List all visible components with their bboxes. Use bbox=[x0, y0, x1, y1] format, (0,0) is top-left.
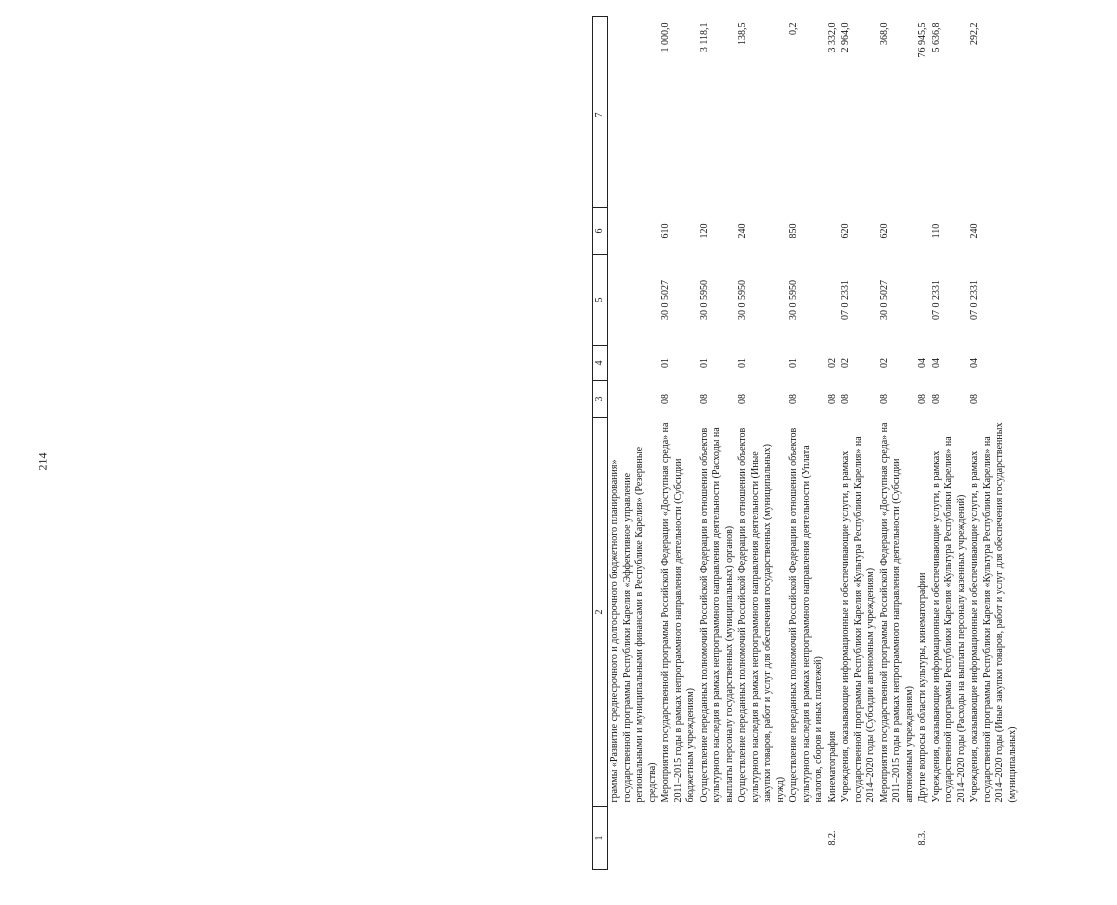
row-description: Кинематография bbox=[826, 731, 838, 803]
row-target-article bbox=[608, 255, 660, 346]
row-number bbox=[659, 807, 698, 870]
header-col-4: 4 bbox=[593, 346, 608, 381]
table-body bbox=[608, 17, 1020, 870]
row-number bbox=[736, 807, 787, 870]
row-amount: 2 964,0 bbox=[840, 22, 851, 53]
row-target-article: 30 0 5027 bbox=[660, 280, 671, 320]
rotated-page-content bbox=[592, 22, 1117, 870]
header-col-5: 5 bbox=[593, 255, 608, 346]
row-section: 08 bbox=[737, 394, 748, 404]
row-expense-type: 110 bbox=[930, 223, 942, 239]
row-subsection: 02 bbox=[878, 358, 890, 368]
row-target-article bbox=[916, 255, 930, 346]
header-col-3: 3 bbox=[593, 381, 608, 418]
row-expense-type bbox=[608, 208, 660, 255]
row-amount: 3 118,1 bbox=[698, 22, 710, 53]
row-number bbox=[787, 807, 826, 870]
row-amount bbox=[608, 17, 660, 208]
table-row bbox=[698, 17, 737, 870]
row-number bbox=[930, 807, 969, 870]
row-section: 08 bbox=[660, 394, 671, 404]
row-subsection: 04 bbox=[917, 358, 928, 368]
row-expense-type: 610 bbox=[660, 223, 671, 239]
header-col-2: 2 bbox=[593, 418, 608, 807]
row-expense-type bbox=[826, 208, 840, 255]
row-description: граммы «Развитие среднесрочного и долгосрочного бюджетного планирования» государственной программы Республики Карелия «Эффективное управление региональными и муниципальными финансами в Республике Карелия» (Резервные средства) bbox=[609, 446, 658, 803]
table-header bbox=[593, 17, 608, 870]
header-row bbox=[593, 17, 608, 870]
row-subsection bbox=[608, 346, 660, 381]
row-section: 08 bbox=[788, 394, 799, 404]
page-number: 214 bbox=[35, 452, 50, 471]
row-description: Осуществление переданных полномочий Российской Федерации в отношении объектов культурного наследия в рамках непрограммного направления деятельности (Иные закупки товаров, работ и услуг для обеспечения государственных (муниципальных) нужд) bbox=[737, 427, 786, 803]
row-number bbox=[878, 807, 917, 870]
table-row bbox=[787, 17, 826, 870]
row-expense-type: 240 bbox=[969, 223, 980, 239]
row-amount: 76 945,5 bbox=[917, 22, 928, 58]
row-description: Осуществление переданных полномочий Российской Федерации в отношении объектов культурного наследия в рамках непрограммного направления деятельности (Уплата налогов, сборов и иных платежей) bbox=[788, 427, 824, 803]
table-row bbox=[930, 17, 969, 870]
row-number bbox=[968, 807, 1019, 870]
row-number bbox=[698, 807, 737, 870]
table-row bbox=[608, 17, 660, 870]
row-section: 08 bbox=[826, 394, 838, 404]
row-description: Осуществление переданных полномочий Российской Федерации в отношении объектов культурного наследия в рамках непрограммного направления деятельности (Расходы на выплаты персоналу государственных (муниципальных) органов) bbox=[698, 427, 735, 803]
row-subsection: 04 bbox=[969, 358, 980, 368]
row-subsection: 01 bbox=[737, 358, 748, 368]
row-amount: 368,0 bbox=[878, 22, 890, 45]
row-amount: 138,5 bbox=[737, 22, 748, 45]
row-target-article bbox=[826, 255, 840, 346]
row-target-article: 30 0 5027 bbox=[878, 280, 890, 320]
row-subsection: 01 bbox=[698, 358, 710, 368]
row-section: 08 bbox=[840, 394, 851, 404]
table-row bbox=[826, 17, 840, 870]
table-row bbox=[916, 17, 930, 870]
row-number: 8.2. bbox=[826, 830, 838, 846]
row-target-article: 07 0 2331 bbox=[969, 280, 980, 320]
table-row bbox=[968, 17, 1019, 870]
row-target-article: 30 0 5950 bbox=[737, 280, 748, 320]
row-number bbox=[608, 807, 660, 870]
header-col-7: 7 bbox=[593, 17, 608, 208]
row-target-article: 07 0 2331 bbox=[840, 280, 851, 320]
row-section bbox=[608, 381, 660, 418]
row-section: 08 bbox=[698, 394, 710, 404]
row-amount: 0,2 bbox=[788, 22, 799, 35]
row-description: Мероприятия государственной программы Российской Федерации «Доступная среда» на 2011–2015 годы в рамках непрограммного направления деятельности (Субсидии бюджетным учреждениям) bbox=[660, 422, 696, 803]
row-target-article: 07 0 2331 bbox=[930, 280, 942, 320]
row-expense-type: 120 bbox=[698, 223, 710, 239]
row-expense-type: 240 bbox=[737, 223, 748, 239]
row-description: Мероприятия государственной программы Российской Федерации «Доступная среда» на 2011–2015 годы в рамках непрограммного направления деятельности (Субсидии автономным учреждениям) bbox=[878, 422, 915, 803]
row-description: Учреждения, оказывающие информационные и обеспечивающие услуги, в рамках государственной программы Республики Карелия «Культура Республики Карелия» на 2014–2020 годы (Субсидии автономным учреждениям) bbox=[840, 436, 876, 803]
table-row bbox=[736, 17, 787, 870]
row-subsection: 01 bbox=[660, 358, 671, 368]
table-row bbox=[659, 17, 698, 870]
row-target-article: 30 0 5950 bbox=[788, 280, 799, 320]
row-number bbox=[839, 807, 878, 870]
row-amount: 3 332,0 bbox=[826, 22, 838, 53]
row-subsection: 01 bbox=[788, 358, 799, 368]
row-description: Другие вопросы в области культуры, кинематографии bbox=[917, 572, 928, 803]
row-subsection: 02 bbox=[840, 358, 851, 368]
row-section: 08 bbox=[930, 394, 942, 404]
budget-table bbox=[592, 16, 1019, 870]
row-section: 08 bbox=[969, 394, 980, 404]
row-subsection: 04 bbox=[930, 358, 942, 368]
header-col-1: 1 bbox=[593, 807, 608, 870]
row-description: Учреждения, оказывающие информационные и обеспечивающие услуги, в рамках государственной программы Республики Карелия «Культура Республики Карелия» на 2014–2020 годы (Иные закупки товаров, работ и услуг для обеспечения государственных (муниципальных) bbox=[969, 422, 1018, 803]
table-row bbox=[839, 17, 878, 870]
row-target-article: 30 0 5950 bbox=[698, 280, 710, 320]
row-amount: 292,2 bbox=[969, 22, 980, 45]
table-row bbox=[878, 17, 917, 870]
row-expense-type: 620 bbox=[840, 223, 851, 239]
row-amount: 5 636,8 bbox=[930, 22, 942, 53]
row-expense-type bbox=[916, 208, 930, 255]
row-section: 08 bbox=[878, 394, 890, 404]
row-description: Учреждения, оказывающие информационные и обеспечивающие услуги, в рамках государственной программы Республики Карелия «Культура Республики Карелия» на 2014–2020 годы (Расходы на выплаты персоналу казенных учреждений) bbox=[930, 436, 967, 803]
row-section: 08 bbox=[917, 394, 928, 404]
row-expense-type: 850 bbox=[788, 223, 799, 239]
row-subsection: 02 bbox=[826, 358, 838, 368]
row-amount: 1 000,0 bbox=[660, 22, 671, 53]
row-number: 8.3. bbox=[917, 830, 928, 846]
row-expense-type: 620 bbox=[878, 223, 890, 239]
header-col-6: 6 bbox=[593, 208, 608, 255]
